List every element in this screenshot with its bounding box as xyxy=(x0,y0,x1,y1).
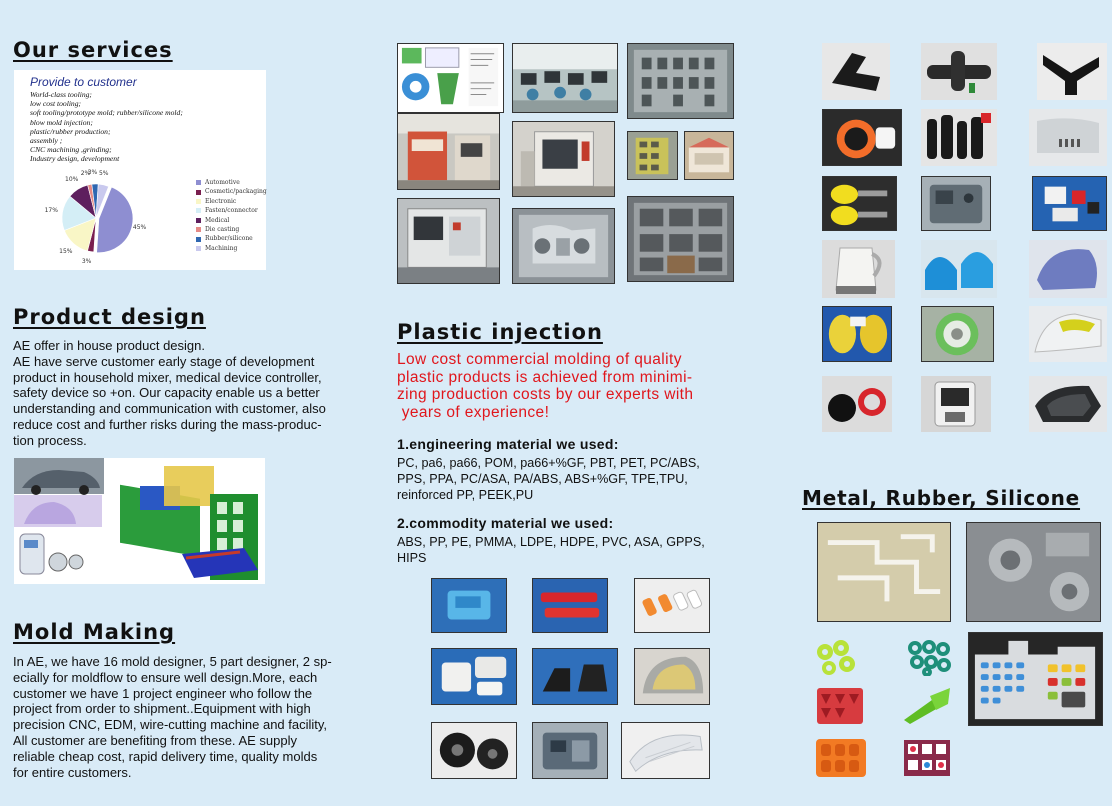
product-design-line: tion process. xyxy=(13,432,87,448)
legend-item xyxy=(196,187,267,196)
grey-enclosure-photo xyxy=(921,176,991,231)
black-bracket-photo xyxy=(822,43,890,100)
pie-value-label: 17% xyxy=(44,206,58,214)
multi-cavity-mold-photo xyxy=(627,196,734,282)
mold-making-line: precision CNC, EDM, wire-cutting machine and facility, xyxy=(13,717,328,733)
legend-swatch xyxy=(196,237,201,242)
black-handles-photo xyxy=(921,109,997,166)
commodity-material-title: 2.commodity material we used: xyxy=(397,515,614,531)
legend-swatch xyxy=(196,208,201,213)
services-list xyxy=(30,90,183,164)
pie-value-label: 15% xyxy=(59,247,73,255)
services-list-item: soft tooling/prototype mold; rubber/silicone mold; xyxy=(30,108,183,118)
red-ring-knob-photo xyxy=(822,376,892,432)
silicone-keypads-photo xyxy=(968,632,1103,726)
our-services-heading: Our services xyxy=(13,38,173,62)
mold-making-line: reliable cheap cost, rapid delivery time, quality molds xyxy=(13,748,318,764)
plastic-injection-intro xyxy=(397,351,747,421)
legend-item xyxy=(196,234,267,243)
metal-stamping-photo xyxy=(817,522,951,622)
services-list-item: CNC machining ,grinding; xyxy=(30,145,112,155)
black-tee-fitting-photo xyxy=(921,43,997,100)
pie-value-label: 10% xyxy=(65,175,79,183)
mold-making-line: project from order to shipment..Equipment with high xyxy=(13,701,311,717)
edm-machine-photo xyxy=(397,113,500,190)
mold-making-line: In AE, we have 16 mold designer, 5 part designer, 2 sp- xyxy=(13,654,332,669)
intro-line: zing production costs by our experts with xyxy=(397,386,694,403)
engineering-material-line: PPS, PPA, PC/ASA, PA/ABS, ABS+%GF, TPE,TPU, xyxy=(397,472,688,486)
product-design-line: understanding and communication with customer, also xyxy=(13,401,326,417)
cad-render-image xyxy=(14,458,265,584)
black-gears-photo xyxy=(431,722,517,779)
legend-label: Electronic xyxy=(205,197,237,205)
legend-label: Fasten/connector xyxy=(205,207,258,215)
clear-cover-photo xyxy=(621,722,710,779)
engineering-material-title: 1.engineering material we used: xyxy=(397,436,619,452)
orange-ice-tray-photo xyxy=(815,738,867,778)
legend-item xyxy=(196,206,267,215)
wire-cutting-machine-photo xyxy=(397,198,500,284)
pie-value-label: 45% xyxy=(132,223,147,231)
mold-cavity-photo xyxy=(512,208,615,284)
product-design-collage xyxy=(14,458,265,584)
legend-label: Automotive xyxy=(205,179,240,186)
engineering-material-line: PC, pa6, pa66, POM, pa66+%GF, PBT, PET, PC/ABS, xyxy=(397,456,700,470)
packaged-parts-photo xyxy=(684,131,734,180)
translucent-housing-photo xyxy=(1029,240,1107,298)
phone-case-photo xyxy=(902,738,952,778)
mold-core-photo xyxy=(627,43,734,119)
services-list-item: plastic/rubber production; xyxy=(30,126,111,136)
pie-value-label: 5% xyxy=(98,170,109,178)
legend-swatch xyxy=(196,180,201,185)
legend-item xyxy=(196,244,267,253)
black-connector-photo xyxy=(1037,43,1107,100)
services-list-item: low cost tooling; xyxy=(30,99,82,109)
product-design-text xyxy=(13,338,363,449)
white-clips-blue-photo xyxy=(1032,176,1107,231)
green-reflector-photo xyxy=(921,306,994,362)
grey-housing-photo xyxy=(532,722,608,779)
product-design-line: safety device so +on. Our capacity enable us a better xyxy=(13,385,320,401)
mold-making-text xyxy=(13,654,373,780)
black-brackets-photo xyxy=(532,648,618,705)
blue-housing-photo xyxy=(431,578,507,633)
red-silicone-tray-photo xyxy=(815,686,865,726)
services-box-title: Provide to customer xyxy=(30,75,137,89)
pie-value-label: 3% xyxy=(81,258,92,266)
metal-rubber-silicone-heading: Metal, Rubber, Silicone xyxy=(802,486,1081,510)
visor-part-photo xyxy=(634,648,710,705)
moldflow-analysis-photo xyxy=(397,43,504,113)
orange-tool-photo xyxy=(822,109,902,166)
green-o-rings-photo xyxy=(907,640,952,676)
mold-making-line: ecially for moldflow to ensure well design.More, each xyxy=(13,669,318,685)
product-design-line: reduce cost and further risks during the mass-produc- xyxy=(13,416,322,432)
red-clips-photo xyxy=(532,578,608,633)
legend-swatch xyxy=(196,218,201,223)
white-clips-photo xyxy=(431,648,517,705)
legend-item xyxy=(196,197,267,206)
engineering-material-list xyxy=(397,455,757,503)
product-design-line: product in household mixer, medical device controller, xyxy=(13,369,322,385)
services-list-item: blow mold injection; xyxy=(30,117,93,127)
legend-swatch xyxy=(196,190,201,195)
legend-item xyxy=(196,178,267,187)
commodity-material-list xyxy=(397,534,757,566)
commodity-material-line: ABS, PP, PE, PMMA, LDPE, HDPE, PVC, ASA, GPPS, xyxy=(397,535,705,549)
intro-line: Low cost commercial molding of quality xyxy=(397,351,682,368)
product-design-heading: Product design xyxy=(13,305,206,329)
mold-making-line: for entire customers. xyxy=(13,764,132,780)
green-spatula-photo xyxy=(902,686,952,726)
yellow-cups-photo xyxy=(822,306,892,362)
engineering-material-line: reinforced PP, PEEK,PU xyxy=(397,488,534,502)
coffee-machine-photo xyxy=(921,376,991,432)
white-panel-photo xyxy=(1029,109,1107,166)
legend-label: Medical xyxy=(205,216,230,224)
plastic-injection-heading: Plastic injection xyxy=(397,320,603,344)
white-jug-photo xyxy=(822,240,895,298)
pie-value-label: 2% xyxy=(80,169,91,177)
intro-line: years of experience! xyxy=(397,403,550,421)
mold-making-line: All customer are benefiting from these. AE supply xyxy=(13,732,297,748)
green-silicone-shape-photo xyxy=(815,640,857,676)
pie-legend xyxy=(196,178,267,253)
legend-item xyxy=(196,216,267,225)
legend-item xyxy=(196,225,267,234)
metal-blades-photo xyxy=(966,522,1101,622)
product-design-line: AE have serve customer early stage of development xyxy=(13,353,315,369)
orange-plugs-photo xyxy=(634,578,710,633)
legend-label: Cosmetic/packaging xyxy=(205,188,267,196)
commodity-material-line: HIPS xyxy=(397,551,427,565)
cnc-machine-photo xyxy=(512,121,615,197)
services-list-item: Industry design, development xyxy=(30,154,120,164)
services-list-item: World-class tooling; xyxy=(30,90,92,99)
mold-making-heading: Mold Making xyxy=(13,620,176,644)
legend-label: Machining xyxy=(205,244,238,252)
molded-parts-photo xyxy=(627,131,678,180)
product-design-line: AE offer in house product design. xyxy=(13,338,205,353)
legend-label: Rubber/silicone xyxy=(205,235,253,243)
design-office-photo xyxy=(512,43,618,113)
yellow-plugs-photo xyxy=(822,176,897,231)
services-list-item: assembly ; xyxy=(30,136,63,146)
legend-label: Die casting xyxy=(205,226,240,234)
iron-housing-photo xyxy=(1029,306,1107,362)
mold-making-line: customer we have 1 project engineer who follow the xyxy=(13,685,313,701)
services-info-box xyxy=(14,70,266,270)
legend-swatch xyxy=(196,199,201,204)
pie-value-label: 3% xyxy=(87,169,98,177)
legend-swatch xyxy=(196,227,201,232)
intro-line: plastic products is achieved from minimi- xyxy=(397,368,693,386)
black-tray-photo xyxy=(1029,376,1107,432)
blue-covers-photo xyxy=(921,240,997,298)
legend-swatch xyxy=(196,246,201,251)
